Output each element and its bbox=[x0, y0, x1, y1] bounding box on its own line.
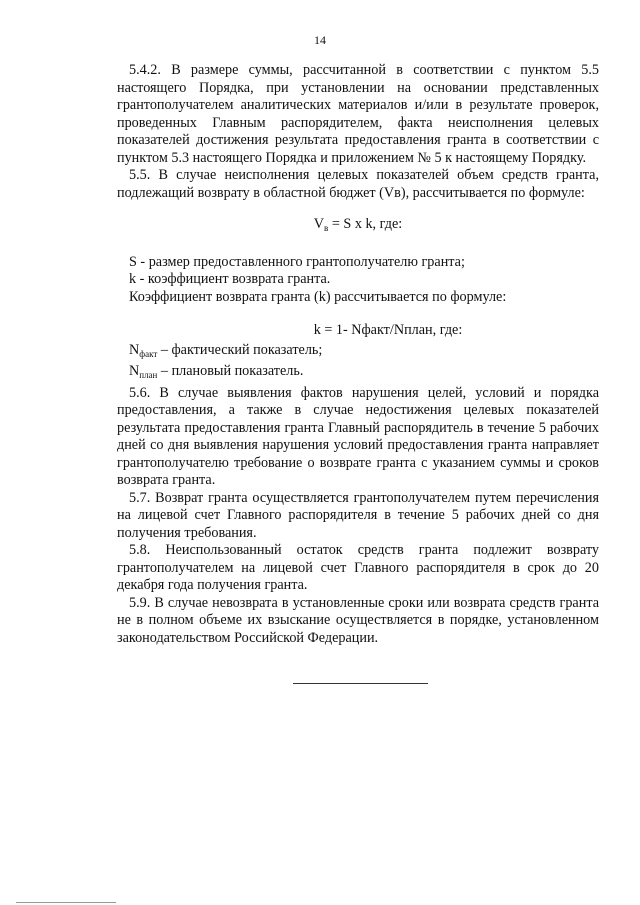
definition-k: k - коэффициент возврата гранта. bbox=[129, 271, 331, 287]
formula-v: V bbox=[313, 216, 325, 232]
paragraph-5-9: 5.9. В случае невозврата в установленные сроки или возврата средств гранта не в полном объеме их взыскание осуществляется в порядке, установленном законодательством Российской Федерации. bbox=[117, 594, 599, 646]
paragraph-5-5: 5.5. В случае неисполнения целевых показателей объем средств гранта, подлежащий возврату в областной бюджет (Vв), рассчитывается по формуле: bbox=[117, 167, 599, 201]
nfact-subscript: факт bbox=[139, 348, 158, 359]
nfact-n: N bbox=[129, 341, 140, 358]
page-number: 14 bbox=[314, 33, 326, 47]
formula-v-subscript: в bbox=[324, 223, 329, 233]
paragraph-5-7: 5.7. Возврат гранта осуществляется грантополучателем путем перечисления на лицевой счет Главного распорядителя в течение 5 рабочих дней со дня получения требования. bbox=[117, 489, 599, 541]
definition-s: S - размер предоставленного грантополучателю гранта; bbox=[129, 253, 465, 270]
nplan-text: – плановый показатель. bbox=[157, 363, 304, 379]
k-formula-intro: Коэффициент возврата гранта (k) рассчитывается по формуле: bbox=[129, 288, 507, 305]
paragraph-5-8: 5.8. Неиспользованный остаток средств гранта подлежит возврату грантополучателем на лицевой счет Главного распорядителя в срок до 20 декабря года получения гранта. bbox=[117, 542, 599, 593]
definition-nplan bbox=[117, 363, 599, 385]
document-body bbox=[117, 62, 599, 647]
scan-edge-line bbox=[16, 902, 116, 903]
nplan-subscript: план bbox=[139, 370, 158, 380]
definition-nfact bbox=[117, 342, 599, 364]
nfact-text: – фактический показатель; bbox=[157, 341, 323, 358]
nplan-n: N bbox=[129, 363, 140, 379]
closing-rule bbox=[293, 683, 428, 684]
paragraph-5-4-2: 5.4.2. В размере суммы, рассчитанной в соответствии с пунктом 5.5 настоящего Порядка, при установлении на основании представленных грантополучателем аналитических материалов и/или в результате проверок, проведенных Главным распорядителем, факта неисполнения целевых показателей достижения результата предоставления гранта в соответствии с пунктом 5.3 настоящего Порядка и приложением № 5 к настоящему Порядку. bbox=[117, 62, 599, 166]
paragraph-5-6: 5.6. В случае выявления фактов нарушения целей, условий и порядка предоставления, а также в случае недостижения целевых показателей результата предоставления гранта Главный распорядитель в течение 5 рабочих дней со дня выявления нарушения условий предоставления гранта направляет грантополучателю требование о возврате гранта с указанием суммы и сроков возврата гранта. bbox=[117, 384, 599, 488]
formula-rest: = S x k, где: bbox=[328, 216, 403, 232]
formula-return-volume bbox=[117, 216, 599, 238]
formula-k: k = 1- Nфакт/Nплан, где: bbox=[313, 322, 463, 338]
